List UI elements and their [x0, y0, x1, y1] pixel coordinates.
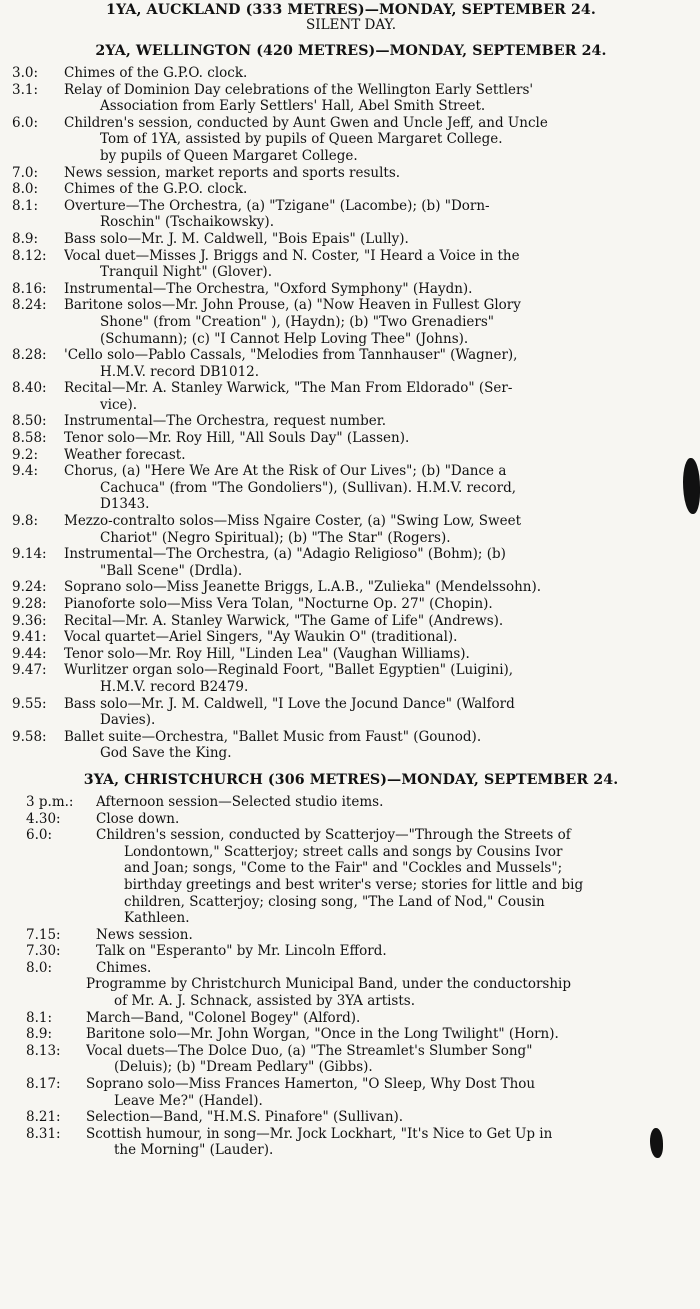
programme-line: Baritone solo—Mr. John Worgan, "Once in the Long Twilight" (Horn).: [86, 1026, 559, 1043]
programme-time: 8.28:: [12, 347, 47, 364]
programme-line: Davies).: [100, 712, 156, 729]
programme-time: 8.24:: [12, 297, 47, 314]
auckland-subheading: SILENT DAY.: [306, 17, 396, 33]
programme-item: [4, 927, 698, 944]
programme-line: Mezzo-contralto solos—Miss Ngaire Coster, (a) "Swing Low, Sweet: [64, 513, 521, 530]
programme-item: [4, 513, 698, 546]
programme-item: [4, 1026, 698, 1043]
programme-time: 9.8:: [12, 513, 39, 530]
programme-line: 'Cello solo—Pablo Cassals, "Melodies from Tannhauser" (Wagner),: [64, 347, 518, 364]
programme-time: 9.41:: [12, 629, 47, 646]
programme-item: [4, 546, 698, 579]
ink-blot: [683, 458, 700, 514]
programme-time: 9.44:: [12, 645, 47, 662]
christchurch-section: [4, 772, 698, 1159]
programme-item: [4, 662, 698, 695]
programme-time: 7.0:: [12, 164, 39, 181]
wellington-heading: 2YA, WELLINGTON (420 METRES)—MONDAY, SEPTEMBER 24.: [95, 43, 607, 59]
programme-line: Roschin" (Tschaikowsky).: [100, 214, 274, 231]
programme-line: News session.: [96, 926, 193, 943]
programme-item: [4, 65, 698, 82]
programme-line: Vocal duets—The Dolce Duo, (a) "The Streamlet's Slumber Song": [86, 1042, 533, 1059]
programme-time: 6.0:: [26, 827, 53, 844]
note-line: Programme by Christchurch Municipal Band, under the conductorship: [86, 976, 571, 993]
programme-line: Soprano solo—Miss Jeanette Briggs, L.A.B., "Zulieka" (Mendelssohn).: [64, 579, 542, 596]
programme-description: [64, 696, 698, 729]
programme-description: [64, 513, 698, 546]
programme-description: [64, 463, 698, 513]
programme-line: Recital—Mr. A. Stanley Warwick, "The Game of Life" (Andrews).: [64, 612, 504, 629]
programme-line: Leave Me?" (Handel).: [114, 1092, 263, 1109]
programme-line: Tom of 1YA, assisted by pupils of Queen Margaret College.: [100, 131, 503, 148]
programme-description: [96, 927, 698, 944]
programme-line: Londontown," Scatterjoy; street calls and songs by Cousins Ivor: [124, 843, 563, 860]
programme-time: 8.31:: [26, 1125, 61, 1142]
programme-time: 3 p.m.:: [26, 793, 74, 810]
programme-time: 4.30:: [26, 810, 61, 827]
programme-line: "Ball Scene" (Drdla).: [100, 562, 243, 579]
programme-time: 6.0:: [12, 114, 39, 131]
programme-line: March—Band, "Colonel Bogey" (Alford).: [86, 1009, 361, 1026]
programme-description: [64, 613, 698, 630]
programme-time: 8.16:: [12, 280, 47, 297]
programme-line: Scottish humour, in song—Mr. Jock Lockhart, "It's Nice to Get Up in: [86, 1125, 553, 1142]
programme-description: [64, 347, 698, 380]
programme-line: Chorus, (a) "Here We Are At the Risk of Our Lives"; (b) "Dance a: [64, 463, 507, 480]
programme-description: [64, 297, 698, 347]
programme-description: [96, 811, 698, 828]
programme-line: Instrumental—The Orchestra, (a) "Adagio Religioso" (Bohm); (b): [64, 546, 506, 563]
programme-item: [4, 1126, 698, 1159]
programme-line: Instrumental—The Orchestra, "Oxford Symphony" (Haydn).: [64, 280, 473, 297]
programme-item: [4, 430, 698, 447]
ink-blot: [650, 1128, 663, 1158]
programme-item: [4, 696, 698, 729]
programme-description: [86, 1010, 698, 1027]
programme-item: [4, 811, 698, 828]
programme-item: [4, 729, 698, 762]
programme-time: 8.0:: [26, 959, 53, 976]
programme-line: Instrumental—The Orchestra, request number.: [64, 413, 386, 430]
programme-time: 7.15:: [26, 926, 61, 943]
programme-line: Pianoforte solo—Miss Vera Tolan, "Nocturne Op. 27" (Chopin).: [64, 596, 493, 612]
programme-item: [4, 1010, 698, 1027]
programme-item: [4, 463, 698, 513]
programme-item: [4, 579, 698, 596]
programme-item: [4, 794, 698, 811]
programme-line: Wurlitzer organ solo—Reginald Foort, "Ballet Egyptien" (Luigini),: [64, 662, 514, 679]
programme-item: [4, 347, 698, 380]
programme-description: [64, 165, 698, 182]
auckland-section: [4, 2, 698, 33]
programme-item: [4, 297, 698, 347]
programme-item: [4, 1076, 698, 1109]
programme-description: [64, 646, 698, 663]
programme-time: 8.21:: [26, 1109, 61, 1126]
programme-item: [4, 165, 698, 182]
programme-description: [64, 65, 698, 82]
programme-time: 9.14:: [12, 546, 47, 563]
programme-time: 8.12:: [12, 247, 47, 264]
programme-description: [64, 447, 698, 464]
programme-line: Selection—Band, "H.M.S. Pinafore" (Sullivan).: [86, 1109, 404, 1126]
programme-description: [64, 380, 698, 413]
programme-description: [86, 1076, 698, 1109]
programme-item: [4, 943, 698, 960]
programme-line: Chimes.: [96, 959, 152, 976]
programme-line: Chimes of the G.P.O. clock.: [64, 181, 248, 198]
programme-item: [4, 413, 698, 430]
programme-item: [4, 281, 698, 298]
christchurch-heading: 3YA, CHRISTCHURCH (306 METRES)—MONDAY, SEPTEMBER 24.: [83, 771, 619, 788]
programme-line: Tranquil Night" (Glover).: [100, 264, 272, 281]
programme-item: [4, 1109, 698, 1126]
programme-time: 3.1:: [12, 81, 39, 98]
programme-description: [86, 1126, 698, 1159]
programme-item: [4, 629, 698, 646]
programme-time: 9.55:: [12, 695, 47, 712]
programme-item: [4, 115, 698, 165]
programme-description: [64, 430, 698, 447]
programme-line: Vocal quartet—Ariel Singers, "Ay Waukin O" (traditional).: [64, 629, 458, 646]
programme-time: 8.1:: [26, 1009, 53, 1026]
programme-line: Association from Early Settlers' Hall, Abel Smith Street.: [100, 98, 486, 115]
programme-line: (Schumann); (c) "I Cannot Help Loving Thee" (Johns).: [100, 330, 469, 347]
programme-description: [64, 546, 698, 579]
programme-line: Bass solo—Mr. J. M. Caldwell, "Bois Epais" (Lully).: [64, 230, 409, 247]
programme-line: Weather forecast.: [64, 446, 186, 463]
programme-item: [4, 1043, 698, 1076]
programme-description: [64, 579, 698, 596]
programme-line: Children's session, conducted by Scatterjoy—"Through the Streets of: [96, 827, 571, 844]
programme-description: [96, 794, 698, 811]
programme-description: [64, 281, 698, 298]
programme-line: birthday greetings and best writer's verse; stories for little and big: [124, 876, 584, 893]
programme-item: [4, 596, 698, 613]
programme-description: [64, 629, 698, 646]
programme-description: [96, 943, 698, 960]
christchurch-band-programme-list: [4, 1010, 698, 1159]
programme-line: Ballet suite—Orchestra, "Ballet Music from Faust" (Gounod).: [64, 728, 482, 745]
programme-line: Cachuca" (from "The Gondoliers"), (Sullivan). H.M.V. record,: [100, 479, 517, 496]
programme-line: Vocal duet—Misses J. Briggs and N. Coster, "I Heard a Voice in the: [64, 247, 520, 264]
programme-line: and Joan; songs, "Come to the Fair" and "Cockles and Mussels";: [124, 860, 563, 877]
programme-description: [64, 231, 698, 248]
programme-item: [4, 827, 698, 927]
programme-line: Relay of Dominion Day celebrations of the Wellington Early Settlers': [64, 81, 534, 98]
programme-item: [4, 181, 698, 198]
programme-line: Afternoon session—Selected studio items.: [96, 793, 384, 810]
programme-item: [4, 82, 698, 115]
programme-description: [86, 1043, 698, 1076]
programme-description: [64, 198, 698, 231]
programme-time: 8.17:: [26, 1076, 61, 1093]
programme-line: Tenor solo—Mr. Roy Hill, "Linden Lea" (Vaughan Williams).: [64, 645, 470, 662]
programme-item: [4, 380, 698, 413]
programme-description: [96, 960, 698, 977]
programme-item: [4, 646, 698, 663]
programme-description: [64, 413, 698, 430]
programme-line: vice).: [100, 396, 138, 413]
programme-description: [64, 248, 698, 281]
programme-time: 9.2:: [12, 446, 39, 463]
programme-description: [86, 1026, 698, 1043]
programme-line: Soprano solo—Miss Frances Hamerton, "O Sleep, Why Dost Thou: [86, 1076, 536, 1093]
programme-time: 8.0:: [12, 181, 39, 198]
programme-line: D1343.: [100, 496, 150, 513]
programme-line: Kathleen.: [124, 910, 190, 927]
programme-description: [64, 729, 698, 762]
programme-line: Close down.: [96, 810, 180, 827]
programme-line: Bass solo—Mr. J. M. Caldwell, "I Love the Jocund Dance" (Walford: [64, 695, 515, 712]
programme-line: Talk on "Esperanto" by Mr. Lincoln Efford.: [96, 943, 387, 960]
programme-description: [64, 115, 698, 165]
programme-line: Chariot" (Negro Spiritual); (b) "The Star" (Rogers).: [100, 529, 451, 546]
programme-line: children, Scatterjoy; closing song, "The Land of Nod," Cousin: [124, 893, 545, 910]
programme-line: News session, market reports and sports results.: [64, 164, 401, 181]
programme-time: 9.24:: [12, 579, 47, 596]
programme-time: 8.9:: [26, 1026, 53, 1043]
programme-description: [64, 82, 698, 115]
programme-description: [86, 1109, 698, 1126]
programme-line: Chimes of the G.P.O. clock.: [64, 65, 248, 81]
programme-item: [4, 447, 698, 464]
programme-line: Children's session, conducted by Aunt Gwen and Uncle Jeff, and Uncle: [64, 114, 548, 131]
programme-time: 8.1:: [12, 197, 39, 214]
programme-time: 3.0:: [12, 65, 39, 81]
programme-line: Overture—The Orchestra, (a) "Tzigane" (Lacombe); (b) "Dorn-: [64, 197, 490, 214]
programme-line: (Deluis); (b) "Dream Pedlary" (Gibbs).: [114, 1059, 373, 1076]
wellington-programme-list: [4, 65, 698, 762]
programme-time: 9.47:: [12, 662, 47, 679]
programme-item: [4, 231, 698, 248]
programme-line: Baritone solos—Mr. John Prouse, (a) "Now Heaven in Fullest Glory: [64, 297, 521, 314]
programme-time: 9.58:: [12, 728, 47, 745]
auckland-heading: 1YA, AUCKLAND (333 METRES)—MONDAY, SEPTEMBER 24.: [106, 2, 596, 18]
wellington-section: [4, 43, 698, 762]
programme-item: [4, 613, 698, 630]
programme-item: [4, 960, 698, 977]
programme-description: [96, 827, 698, 927]
programme-time: 8.9:: [12, 230, 39, 247]
programme-time: 8.50:: [12, 413, 47, 430]
programme-item: [4, 248, 698, 281]
note-line: of Mr. A. J. Schnack, assisted by 3YA artists.: [114, 993, 416, 1010]
programme-time: 8.58:: [12, 430, 47, 447]
programme-time: 9.28:: [12, 596, 47, 612]
programme-description: [64, 181, 698, 198]
programme-time: 9.4:: [12, 463, 39, 480]
programme-time: 9.36:: [12, 612, 47, 629]
programme-time: 8.40:: [12, 380, 47, 397]
programme-line: H.M.V. record DB1012.: [100, 363, 260, 380]
programme-time: 7.30:: [26, 943, 61, 960]
programme-item: [4, 198, 698, 231]
programme-line: the Morning" (Lauder).: [114, 1142, 274, 1159]
christchurch-band-note: [4, 976, 698, 1009]
programme-line: Recital—Mr. A. Stanley Warwick, "The Man From Eldorado" (Ser-: [64, 380, 513, 397]
programme-line: God Save the King.: [100, 745, 232, 762]
programme-description: [64, 596, 698, 613]
programme-line: by pupils of Queen Margaret College.: [100, 147, 358, 164]
programme-description: [64, 662, 698, 695]
christchurch-programme-list: [4, 794, 698, 977]
programme-time: 8.13:: [26, 1042, 61, 1059]
programme-line: H.M.V. record B2479.: [100, 678, 249, 695]
programme-line: Tenor solo—Mr. Roy Hill, "All Souls Day" (Lassen).: [64, 430, 410, 447]
programme-line: Shone" (from "Creation" ), (Haydn); (b) "Two Grenadiers": [100, 313, 494, 330]
